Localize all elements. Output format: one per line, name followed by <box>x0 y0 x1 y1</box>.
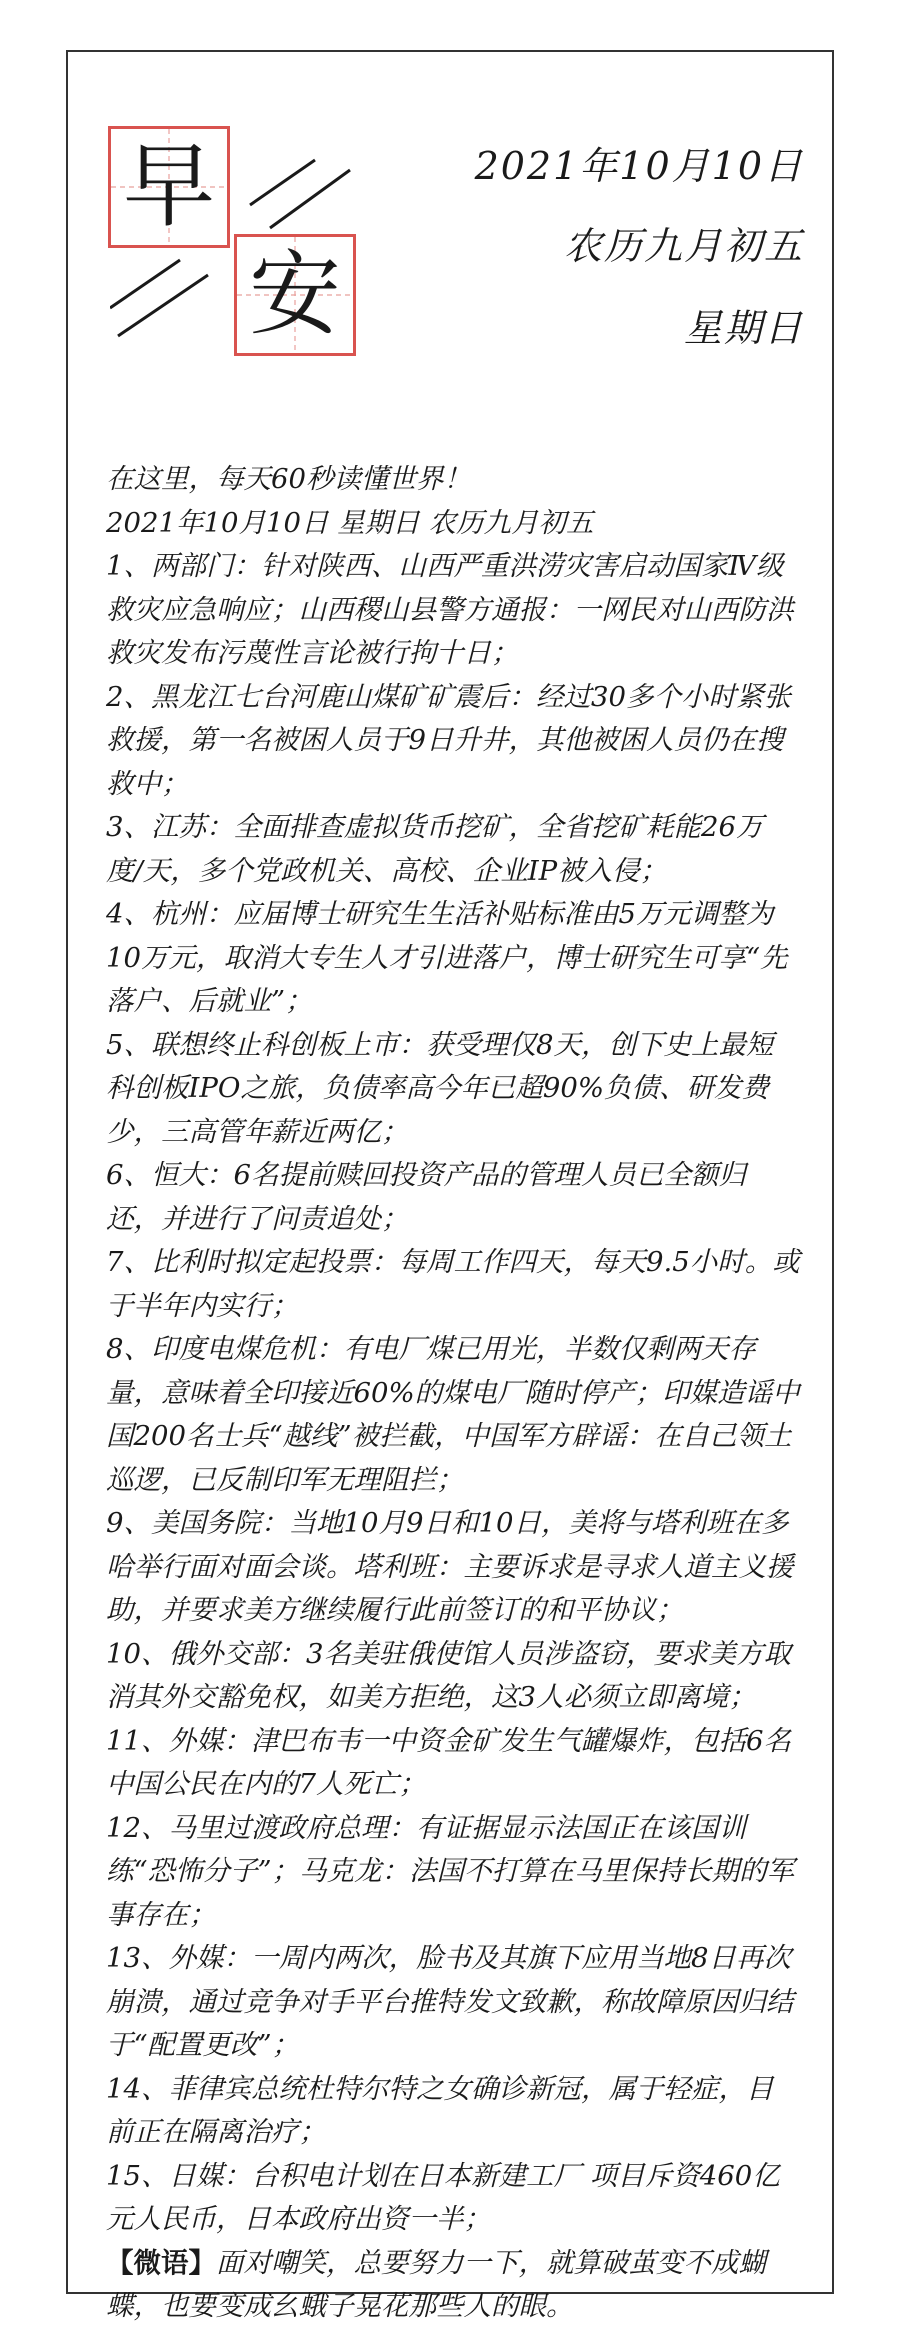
slash-line <box>118 275 208 336</box>
date-block <box>475 134 804 360</box>
greeting-char-1: 早 <box>122 133 215 240</box>
greeting-char-2: 安 <box>248 241 341 348</box>
news-item: 14、菲律宾总统杜特尔特之女确诊新冠，属于轻症，目前正在隔离治疗； <box>106 2072 774 2148</box>
lunar-date: 农历九月初五 <box>563 224 804 268</box>
news-item: 13、外媒：一周内两次，脸书及其旗下应用当地8日再次崩溃，通过竞争对手平台推特发文致歉，称故障原因归结于“配置更改”； <box>106 1942 794 2061</box>
quote-text: 面对嘲笑，总要努力一下，就算破茧变不成蝴蝶，也要变成幺蛾子晃花那些人的眼。 <box>106 2246 766 2322</box>
full-date-line: 2021年10月10日 星期日 农历九月初五 <box>106 506 594 539</box>
calligraphy-grid-box <box>108 126 230 248</box>
news-item: 5、联想终止科创板上市：获受理仅8天，创下史上最短科创板IPO之旅，负债率高今年已超90%负债、研发费少，三高管年薪近两亿； <box>106 1028 774 1148</box>
news-item: 10、俄外交部：3名美驻俄使馆人员涉盗窃，要求美方取消其外交豁免权，如美方拒绝，这3人必须立即离境； <box>106 1637 791 1713</box>
slash-line <box>250 160 315 205</box>
slash-line <box>270 170 350 228</box>
news-item: 4、杭州：应届博士研究生生活补贴标准由5万元调整为10万元，取消大专生人才引进落户，博士研究生可享“先落户、后就业”； <box>106 898 788 1017</box>
news-content <box>106 458 800 2329</box>
news-item: 11、外媒：津巴布韦一中资金矿发生气罐爆炸，包括6名中国公民在内的7人死亡； <box>106 1724 791 1800</box>
news-item: 8、印度电煤危机：有电厂煤已用光，半数仅剩两天存量，意味着全印接近60%的煤电厂随时停产；印媒造谣中国200名士兵“越线”被拦截，中国军方辟谣：在自己领土巡逻，已反制印军无理阻拦； <box>106 1333 800 1496</box>
news-item: 3、江苏：全面排查虚拟货币挖矿，全省挖矿耗能26万度/天，多个党政机关、高校、企业IP被入侵； <box>106 811 764 887</box>
news-item: 1、两部门：针对陕西、山西严重洪涝灾害启动国家Ⅳ级救灾应急响应；山西稷山县警方通报：一网民对山西防洪救灾发布污蔑性言论被行拘十日； <box>106 550 794 669</box>
news-item: 2、黑龙江七台河鹿山煤矿矿震后：经过30多个小时紧张救援，第一名被困人员于9日升井，其他被困人员仍在搜救中； <box>106 680 791 800</box>
intro-line: 在这里，每天60秒读懂世界！ <box>106 463 471 495</box>
calligraphy-grid-box <box>234 234 356 356</box>
gregorian-date: 2021年10月10日 <box>474 144 804 188</box>
quote-tag: 【微语】 <box>106 2246 216 2279</box>
weekday: 星期日 <box>683 306 804 350</box>
daily-quote <box>106 2242 800 2329</box>
news-item: 6、恒大：6名提前赎回投资产品的管理人员已全额归还，并进行了问责追处； <box>106 1159 746 1235</box>
news-item: 9、美国务院：当地10月9日和10日，美将与塔利班在多哈举行面对面会谈。塔利班：主要诉求是寻求人道主义援助，并要求美方继续履行此前签订的和平协议； <box>106 1507 794 1626</box>
news-item: 7、比利时拟定起投票：每周工作四天，每天9.5小时。或于半年内实行； <box>106 1246 800 1322</box>
news-item: 12、马里过渡政府总理：有证据显示法国正在该国训练“恐怖分子”；马克龙：法国不打算在马里保持长期的军事存在； <box>106 1811 795 1931</box>
news-item: 15、日媒：台积电计划在日本新建工厂 项目斥资460亿元人民币，日本政府出资一半； <box>106 2159 780 2235</box>
